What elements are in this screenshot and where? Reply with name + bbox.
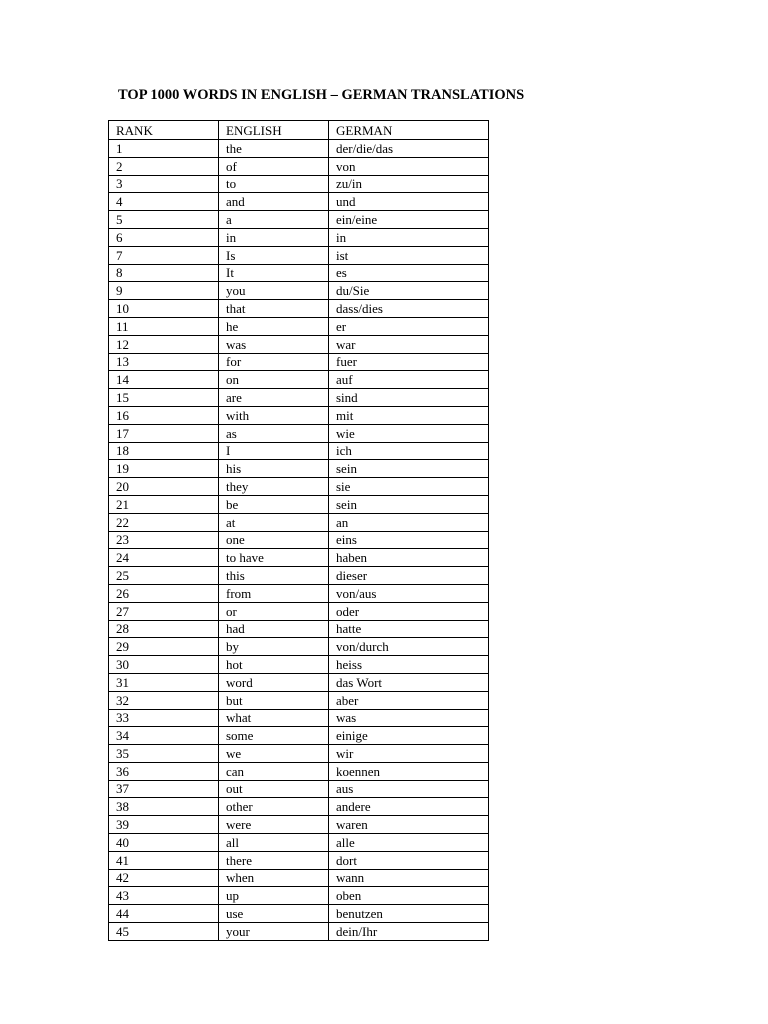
rank-cell: 39 [109, 816, 219, 834]
english-cell: in [219, 228, 329, 246]
table-row [109, 335, 489, 353]
german-cell: der/die/das [329, 140, 489, 158]
english-cell: out [219, 780, 329, 798]
german-cell: das Wort [329, 673, 489, 691]
rank-cell: 45 [109, 923, 219, 941]
rank-cell: 36 [109, 762, 219, 780]
table-row [109, 264, 489, 282]
rank-cell: 17 [109, 424, 219, 442]
rank-cell: 31 [109, 673, 219, 691]
german-cell: von/aus [329, 584, 489, 602]
rank-cell: 35 [109, 745, 219, 763]
table-row [109, 549, 489, 567]
german-cell: er [329, 317, 489, 335]
english-cell: up [219, 887, 329, 905]
rank-cell: 11 [109, 317, 219, 335]
english-cell: to [219, 175, 329, 193]
table-row [109, 371, 489, 389]
table-row [109, 780, 489, 798]
table-row [109, 851, 489, 869]
german-cell: waren [329, 816, 489, 834]
rank-cell: 25 [109, 567, 219, 585]
rank-cell: 24 [109, 549, 219, 567]
rank-cell: 15 [109, 389, 219, 407]
german-cell: von/durch [329, 638, 489, 656]
table-row [109, 442, 489, 460]
english-cell: had [219, 620, 329, 638]
table-row [109, 673, 489, 691]
table-row [109, 193, 489, 211]
german-cell: koennen [329, 762, 489, 780]
rank-cell: 33 [109, 709, 219, 727]
german-cell: auf [329, 371, 489, 389]
german-cell: und [329, 193, 489, 211]
table-row [109, 887, 489, 905]
table-row [109, 317, 489, 335]
rank-cell: 3 [109, 175, 219, 193]
english-cell: all [219, 834, 329, 852]
rank-cell: 42 [109, 869, 219, 887]
table-row [109, 495, 489, 513]
english-cell: It [219, 264, 329, 282]
german-cell: oben [329, 887, 489, 905]
table-row [109, 157, 489, 175]
german-cell: es [329, 264, 489, 282]
table-row [109, 745, 489, 763]
table-row [109, 389, 489, 407]
table-row [109, 923, 489, 941]
rank-cell: 37 [109, 780, 219, 798]
header-rank: RANK [109, 121, 219, 140]
english-cell: they [219, 478, 329, 496]
rank-cell: 29 [109, 638, 219, 656]
english-cell: use [219, 905, 329, 923]
german-cell: sein [329, 495, 489, 513]
table-row [109, 620, 489, 638]
table-row [109, 638, 489, 656]
english-cell: was [219, 335, 329, 353]
english-cell: one [219, 531, 329, 549]
english-cell: what [219, 709, 329, 727]
table-row [109, 567, 489, 585]
rank-cell: 23 [109, 531, 219, 549]
english-cell: he [219, 317, 329, 335]
table-row [109, 798, 489, 816]
german-cell: wir [329, 745, 489, 763]
rank-cell: 30 [109, 656, 219, 674]
english-cell: the [219, 140, 329, 158]
table-row [109, 816, 489, 834]
rank-cell: 22 [109, 513, 219, 531]
table-row [109, 300, 489, 318]
table-row [109, 175, 489, 193]
english-cell: with [219, 406, 329, 424]
german-cell: wann [329, 869, 489, 887]
english-cell: his [219, 460, 329, 478]
rank-cell: 20 [109, 478, 219, 496]
english-cell: or [219, 602, 329, 620]
table-row [109, 478, 489, 496]
rank-cell: 40 [109, 834, 219, 852]
rank-cell: 21 [109, 495, 219, 513]
german-cell: andere [329, 798, 489, 816]
german-cell: einige [329, 727, 489, 745]
english-cell: other [219, 798, 329, 816]
table-row [109, 602, 489, 620]
german-cell: alle [329, 834, 489, 852]
rank-cell: 12 [109, 335, 219, 353]
table-row [109, 353, 489, 371]
german-cell: heiss [329, 656, 489, 674]
english-cell: your [219, 923, 329, 941]
rank-cell: 1 [109, 140, 219, 158]
translation-table [108, 120, 489, 941]
rank-cell: 5 [109, 211, 219, 229]
german-cell: wie [329, 424, 489, 442]
document-title: TOP 1000 WORDS IN ENGLISH – GERMAN TRANSLATIONS [118, 87, 525, 103]
rank-cell: 6 [109, 228, 219, 246]
table-row [109, 691, 489, 709]
german-cell: aber [329, 691, 489, 709]
table-header-row [109, 121, 489, 140]
english-cell: to have [219, 549, 329, 567]
german-cell: an [329, 513, 489, 531]
table-row [109, 460, 489, 478]
table-row [109, 834, 489, 852]
german-cell: sein [329, 460, 489, 478]
english-cell: hot [219, 656, 329, 674]
rank-cell: 2 [109, 157, 219, 175]
english-cell: as [219, 424, 329, 442]
table-row [109, 709, 489, 727]
english-cell: when [219, 869, 329, 887]
rank-cell: 9 [109, 282, 219, 300]
table-row [109, 869, 489, 887]
english-cell: be [219, 495, 329, 513]
table-row [109, 584, 489, 602]
table-row [109, 762, 489, 780]
english-cell: but [219, 691, 329, 709]
german-cell: ist [329, 246, 489, 264]
english-cell: for [219, 353, 329, 371]
rank-cell: 10 [109, 300, 219, 318]
rank-cell: 8 [109, 264, 219, 282]
german-cell: was [329, 709, 489, 727]
header-english: ENGLISH [219, 121, 329, 140]
german-cell: aus [329, 780, 489, 798]
english-cell: we [219, 745, 329, 763]
english-cell: on [219, 371, 329, 389]
table-row [109, 246, 489, 264]
german-cell: mit [329, 406, 489, 424]
rank-cell: 32 [109, 691, 219, 709]
english-cell: can [219, 762, 329, 780]
header-german: GERMAN [329, 121, 489, 140]
english-cell: some [219, 727, 329, 745]
german-cell: ein/eine [329, 211, 489, 229]
english-cell: at [219, 513, 329, 531]
table-row [109, 282, 489, 300]
english-cell: a [219, 211, 329, 229]
english-cell: and [219, 193, 329, 211]
table-row [109, 424, 489, 442]
table-row [109, 727, 489, 745]
german-cell: oder [329, 602, 489, 620]
rank-cell: 18 [109, 442, 219, 460]
german-cell: zu/in [329, 175, 489, 193]
english-cell: by [219, 638, 329, 656]
rank-cell: 26 [109, 584, 219, 602]
table-body [109, 140, 489, 941]
table-row [109, 656, 489, 674]
german-cell: ich [329, 442, 489, 460]
english-cell: I [219, 442, 329, 460]
rank-cell: 44 [109, 905, 219, 923]
rank-cell: 4 [109, 193, 219, 211]
german-cell: hatte [329, 620, 489, 638]
english-cell: from [219, 584, 329, 602]
german-cell: dass/dies [329, 300, 489, 318]
table-row [109, 211, 489, 229]
german-cell: eins [329, 531, 489, 549]
german-cell: dein/Ihr [329, 923, 489, 941]
rank-cell: 34 [109, 727, 219, 745]
english-cell: you [219, 282, 329, 300]
rank-cell: 13 [109, 353, 219, 371]
rank-cell: 19 [109, 460, 219, 478]
table-row [109, 905, 489, 923]
table-row [109, 140, 489, 158]
rank-cell: 7 [109, 246, 219, 264]
german-cell: dieser [329, 567, 489, 585]
german-cell: fuer [329, 353, 489, 371]
german-cell: sind [329, 389, 489, 407]
german-cell: dort [329, 851, 489, 869]
german-cell: war [329, 335, 489, 353]
table-row [109, 228, 489, 246]
rank-cell: 41 [109, 851, 219, 869]
english-cell: are [219, 389, 329, 407]
table-row [109, 531, 489, 549]
rank-cell: 14 [109, 371, 219, 389]
english-cell: this [219, 567, 329, 585]
english-cell: that [219, 300, 329, 318]
german-cell: von [329, 157, 489, 175]
rank-cell: 16 [109, 406, 219, 424]
german-cell: benutzen [329, 905, 489, 923]
german-cell: in [329, 228, 489, 246]
german-cell: sie [329, 478, 489, 496]
rank-cell: 27 [109, 602, 219, 620]
table-row [109, 513, 489, 531]
english-cell: were [219, 816, 329, 834]
english-cell: there [219, 851, 329, 869]
table-row [109, 406, 489, 424]
rank-cell: 38 [109, 798, 219, 816]
english-cell: word [219, 673, 329, 691]
rank-cell: 28 [109, 620, 219, 638]
english-cell: Is [219, 246, 329, 264]
german-cell: haben [329, 549, 489, 567]
rank-cell: 43 [109, 887, 219, 905]
english-cell: of [219, 157, 329, 175]
german-cell: du/Sie [329, 282, 489, 300]
